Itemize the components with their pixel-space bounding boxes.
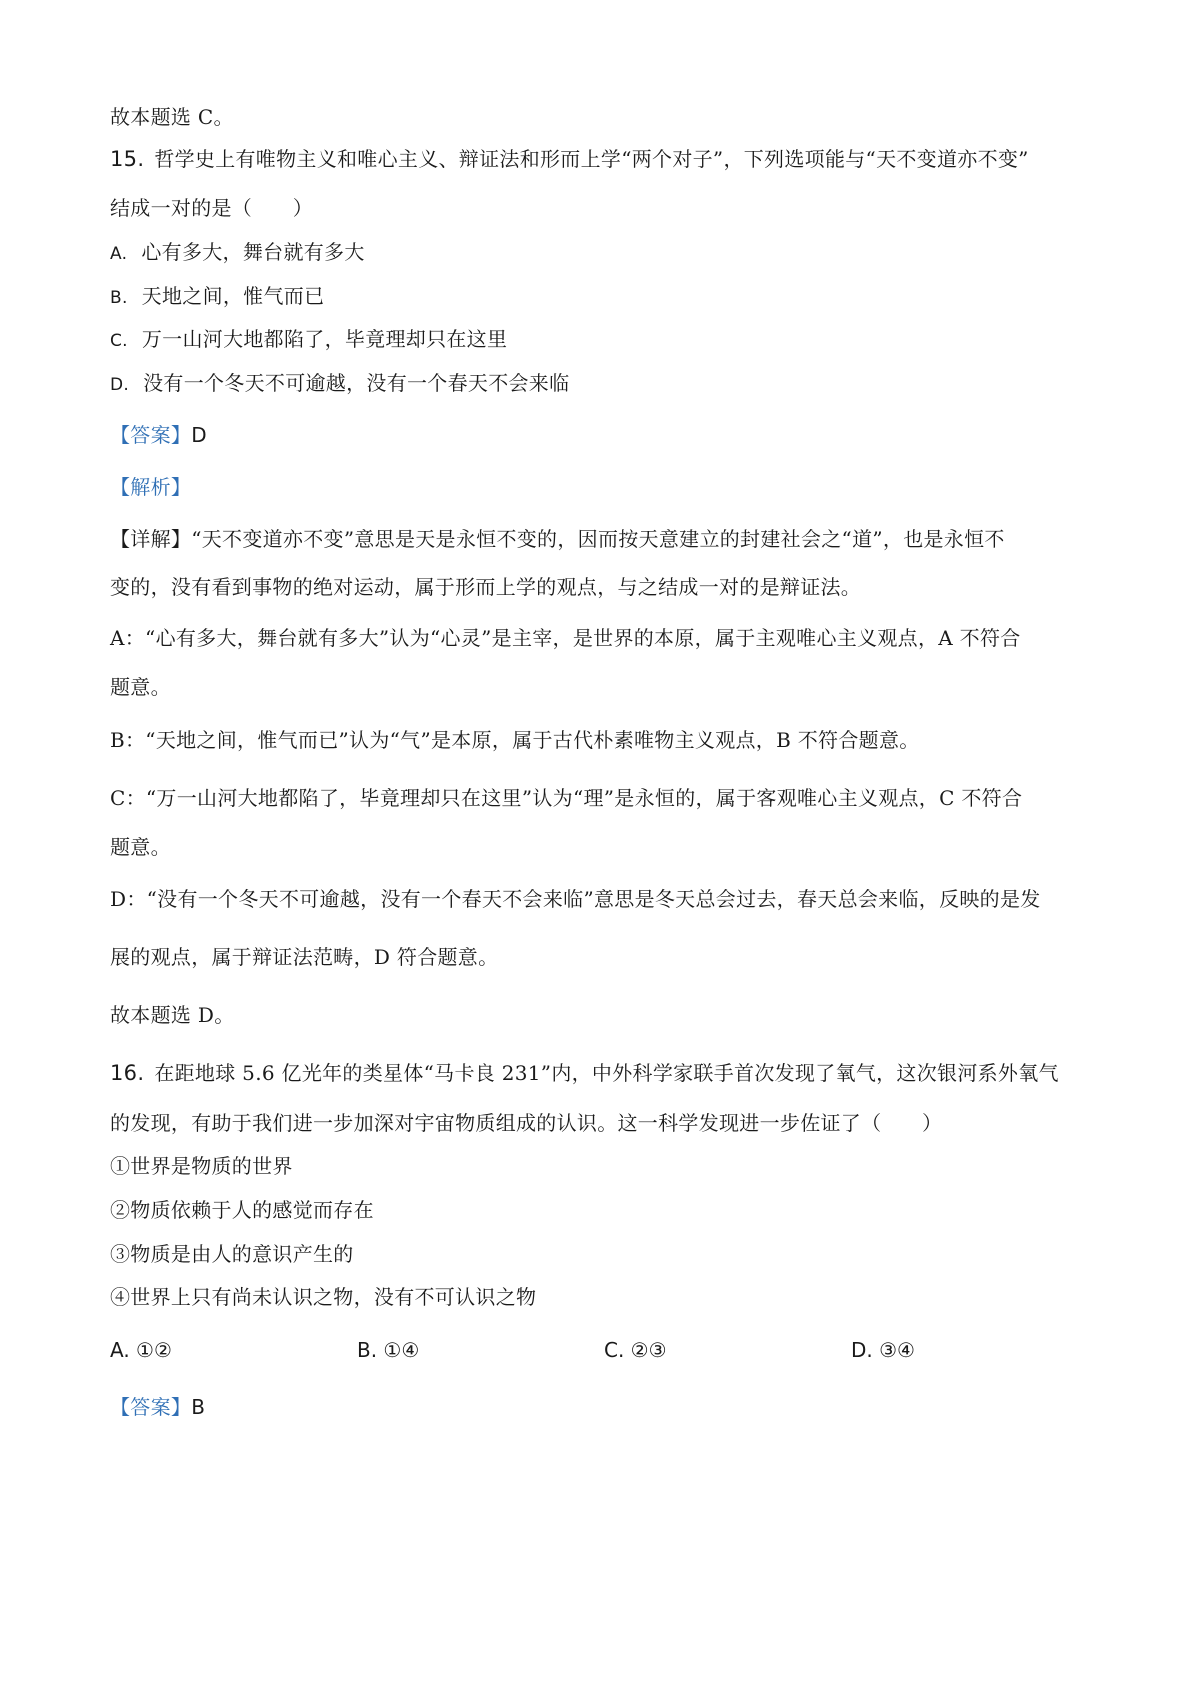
analysis-c-line-2: 题意。 <box>110 835 171 859</box>
answer-value: B <box>191 1395 206 1419</box>
answer-tag: 【答案】 <box>110 1395 192 1419</box>
question-15-stem-line-1: 15. 哲学史上有唯物主义和唯心主义、辩证法和形而上学“两个对子”，下列选项能与“天不变道亦不变” <box>110 147 1029 171</box>
question-number: 16. <box>110 1061 145 1085</box>
analysis-d-line-1: D：“没有一个冬天不可逾越，没有一个春天不会来临”意思是冬天总会过去，春天总会来临，反映的是发 <box>110 887 1041 911</box>
analysis-d-line-2: 展的观点，属于辩证法范畴，D 符合题意。 <box>110 945 499 969</box>
detail-line-1: 【详解】“天不变道亦不变”意思是天是永恒不变的，因而按天意建立的封建社会之“道”，也是永恒不 <box>110 527 1005 551</box>
answer-line <box>110 1393 205 1421</box>
statement-1: ①世界是物质的世界 <box>110 1154 293 1178</box>
analysis-tag: 【解析】 <box>110 475 192 499</box>
option-c: C. 万一山河大地都陷了，毕竟理却只在这里 <box>110 327 508 351</box>
question-16-stem-line-2: 的发现，有助于我们进一步加深对宇宙物质组成的认识。这一科学发现进一步佐证了（ ） <box>110 1111 943 1135</box>
analysis-a-line-2: 题意。 <box>110 675 171 699</box>
choice-b: B. ①④ <box>357 1338 420 1362</box>
question-16-stem-line-1: 16. 在距地球 5.6 亿光年的类星体“马卡良 231”内，中外科学家联手首次发现了氧气，这次银河系外氧气 <box>110 1061 1059 1085</box>
option-d: D. 没有一个冬天不可逾越，没有一个春天不会来临 <box>110 371 570 395</box>
answer-line <box>110 421 207 449</box>
option-b: B. 天地之间，惟气而已 <box>110 284 325 308</box>
question-15-conclusion: 故本题选 D。 <box>110 1003 235 1027</box>
question-15-stem-line-2: 结成一对的是（ ） <box>110 196 313 220</box>
detail-line-2: 变的，没有看到事物的绝对运动，属于形而上学的观点，与之结成一对的是辩证法。 <box>110 575 862 599</box>
previous-question-conclusion: 故本题选 C。 <box>110 105 234 129</box>
answer-value: D <box>191 423 207 447</box>
choice-a: A. ①② <box>110 1338 172 1362</box>
analysis-c-line-1: C：“万一山河大地都陷了，毕竟理却只在这里”认为“理”是永恒的，属于客观唯心主义观点，C 不符合 <box>110 786 1023 810</box>
analysis-a-line-1: A：“心有多大，舞台就有多大”认为“心灵”是主宰，是世界的本原，属于主观唯心主义观点，A 不符合 <box>110 626 1021 650</box>
statement-4: ④世界上只有尚未认识之物，没有不可认识之物 <box>110 1285 537 1309</box>
choice-c: C. ②③ <box>604 1338 667 1362</box>
option-a: A. 心有多大，舞台就有多大 <box>110 240 365 264</box>
statement-3: ③物质是由人的意识产生的 <box>110 1242 354 1266</box>
analysis-b-line-1: B：“天地之间，惟气而已”认为“气”是本原，属于古代朴素唯物主义观点，B 不符合题意。 <box>110 728 920 752</box>
statement-2: ②物质依赖于人的感觉而存在 <box>110 1198 374 1222</box>
question-number: 15. <box>110 147 145 171</box>
choice-d: D. ③④ <box>851 1338 915 1362</box>
answer-tag: 【答案】 <box>110 423 192 447</box>
